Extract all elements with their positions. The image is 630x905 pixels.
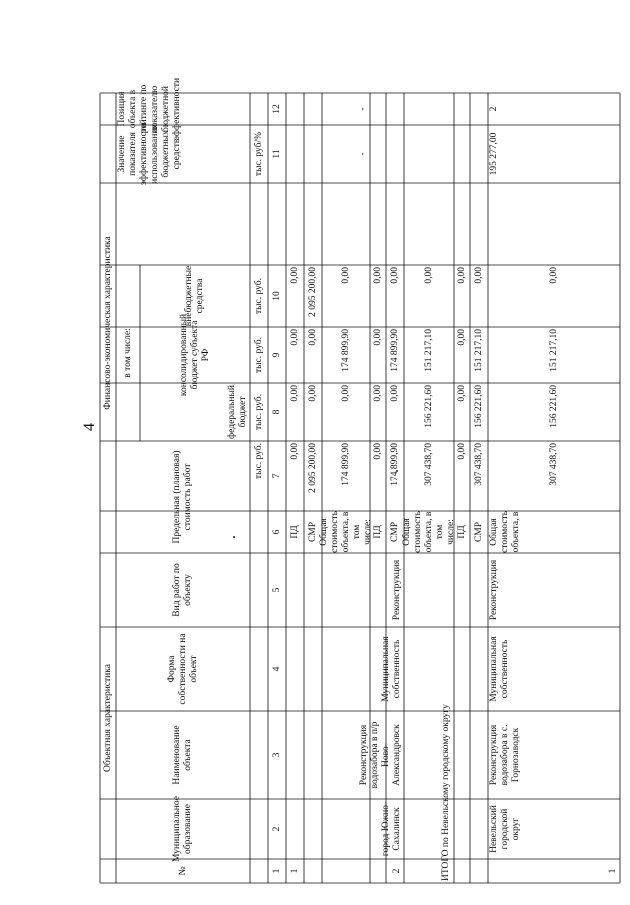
cell-consolidated: 151 217,10 [423,329,434,372]
header-extrabudget: внебюджетные средства [184,265,205,327]
column-number-7: 7 [271,473,282,479]
column-number-9: 9 [271,352,282,358]
cell-consolidated: 0,00 [289,329,300,346]
cell-cost: 0,00 [289,443,300,460]
unit-consolidated: тыс. руб. [253,337,264,373]
column-number-8: 8 [271,409,282,415]
header-num: № [177,866,188,876]
column-number-6: 6 [271,529,282,535]
cell-ownership: Муниципальная собственность [489,636,510,702]
header-consolidated: консолидированный бюджет субъекта РФ [178,313,211,397]
group-header-finance: Финансово-экономическая характеристика [102,236,113,410]
cell-extra: 0,00 [340,267,351,284]
column-number-3: 3 [271,752,282,758]
unit-extrabudget: тыс. руб. [253,278,264,314]
cell-cost: 307 438,70 [473,443,484,486]
cell-federal: 0,00 [372,385,383,402]
header-federal: федеральный бюджет [227,385,248,439]
cell-extra: 0,00 [289,267,300,284]
unit-cost: тыс. руб. [253,443,264,479]
row-label-total: Общая стоимость объекта, в том числе: [318,511,373,553]
column-number-2: 2 [271,826,282,832]
header-rating: Позиция объекта в рейтинге по показателю бюджетной эффективности [117,77,182,141]
cell-cost: 174 899,90 [389,443,400,486]
cell-work-type: Реконструкция [392,559,402,621]
row-num: 1 [289,868,300,874]
header-efficiency: Значение показателя эффективности использования бюджетных средств [117,122,182,186]
cell-consolidated: 151 217,10 [473,329,484,372]
cell-cost: 307 438,70 [548,443,559,486]
rotated-table-area [100,23,620,883]
cell-consolidated: 0,00 [307,329,318,346]
column-number-12: 12 [271,104,282,114]
header-municipality: Муниципальное образование [172,796,193,862]
rating-mark: - [357,107,368,111]
cell-consolidated: 174 899,90 [340,329,351,372]
header-including: в том числе: [122,328,133,378]
row-label-pd: ПД [289,525,300,539]
column-number-1: 1 [271,868,282,874]
cell-federal: 156 221,60 [473,385,484,428]
cell-cost: 0,00 [372,443,383,460]
row-label-pd: ПД [372,525,383,539]
cell-federal: 0,00 [307,385,318,402]
cell-extra: 0,00 [473,267,484,284]
cell-ownership: Муниципальная собственность [381,636,402,702]
cell-federal: 0,00 [289,385,300,402]
header-object-name: Наименование объекта [172,725,193,785]
group-header-objects: Объектная характеристика [102,664,113,772]
cell-cost: 307 438,70 [423,443,434,486]
row-label-smr: СМР [473,521,484,543]
cell-municipality: город Южно-Сахалинск [381,801,402,857]
column-number-5: 5 [271,587,282,593]
cell-efficiency: 195 277,00 [489,132,499,176]
cell-federal: 156 221,60 [548,385,559,428]
cell-extra: 2 095 200,00 [307,267,318,317]
cell-object-name: Реконструкция водозабора в с. Горнозаводск [489,724,521,786]
cell-federal: 0,00 [389,385,400,402]
table-canvas [100,23,620,883]
cell-consolidated: 151 217,10 [548,329,559,372]
cell-cost: 2 095 200,00 [307,443,318,493]
header-ownership: Форма собственности на объект [166,633,199,705]
cell-extra: 0,00 [548,267,559,284]
cell-extra: 0,00 [423,267,434,284]
row-label-total: Общая стоимость объекта, в том числе: [401,511,456,553]
header-work-type: Вид работ по объекту [172,563,193,617]
cell-cost: 174 899,90 [340,443,351,486]
column-number-4: 4 [271,666,282,672]
column-number-11: 11 [271,149,282,159]
unit-federal: тыс. руб. [253,394,264,430]
cell-consolidated: 0,00 [456,329,467,346]
unit-efficiency: тыс. руб/% [253,131,264,177]
cell-consolidated: 0,00 [372,329,383,346]
cell-extra: 0,00 [456,267,467,284]
cell-extra: 0,00 [389,267,400,284]
cell-municipality: Невельский городской округ [489,805,521,853]
cell-federal: 0,00 [340,385,351,402]
cell-federal: 156 221,60 [423,385,434,428]
cell-work-type: Реконструкция [489,559,499,621]
efficiency-mark: - [357,152,368,156]
row-label-smr: СМР [389,521,400,543]
row-num: 2 [392,868,402,874]
row-label-smr: СМР [307,521,318,543]
row-label-total: Общая стоимость объекта, в [489,511,521,553]
column-number-10: 10 [271,291,282,301]
cell-federal: 0,00 [456,385,467,402]
row-label-pd: ПД [456,525,467,539]
cell-object-name: Реконструкция водозабора в п/р Ново-Александровск [359,721,402,789]
cell-extra: 0,00 [372,267,383,284]
cell-rating: 2 [489,106,499,112]
cell-consolidated: 174 899,90 [389,329,400,372]
row-num: 1 [608,868,618,874]
cell-cost: 0,00 [456,443,467,460]
header-cost-limit: Предельная (плановая) стоимость работ [172,450,193,544]
page-number: 4 [81,423,98,431]
total-label: ИТОГО по Невельскому городскому округу [440,704,451,881]
